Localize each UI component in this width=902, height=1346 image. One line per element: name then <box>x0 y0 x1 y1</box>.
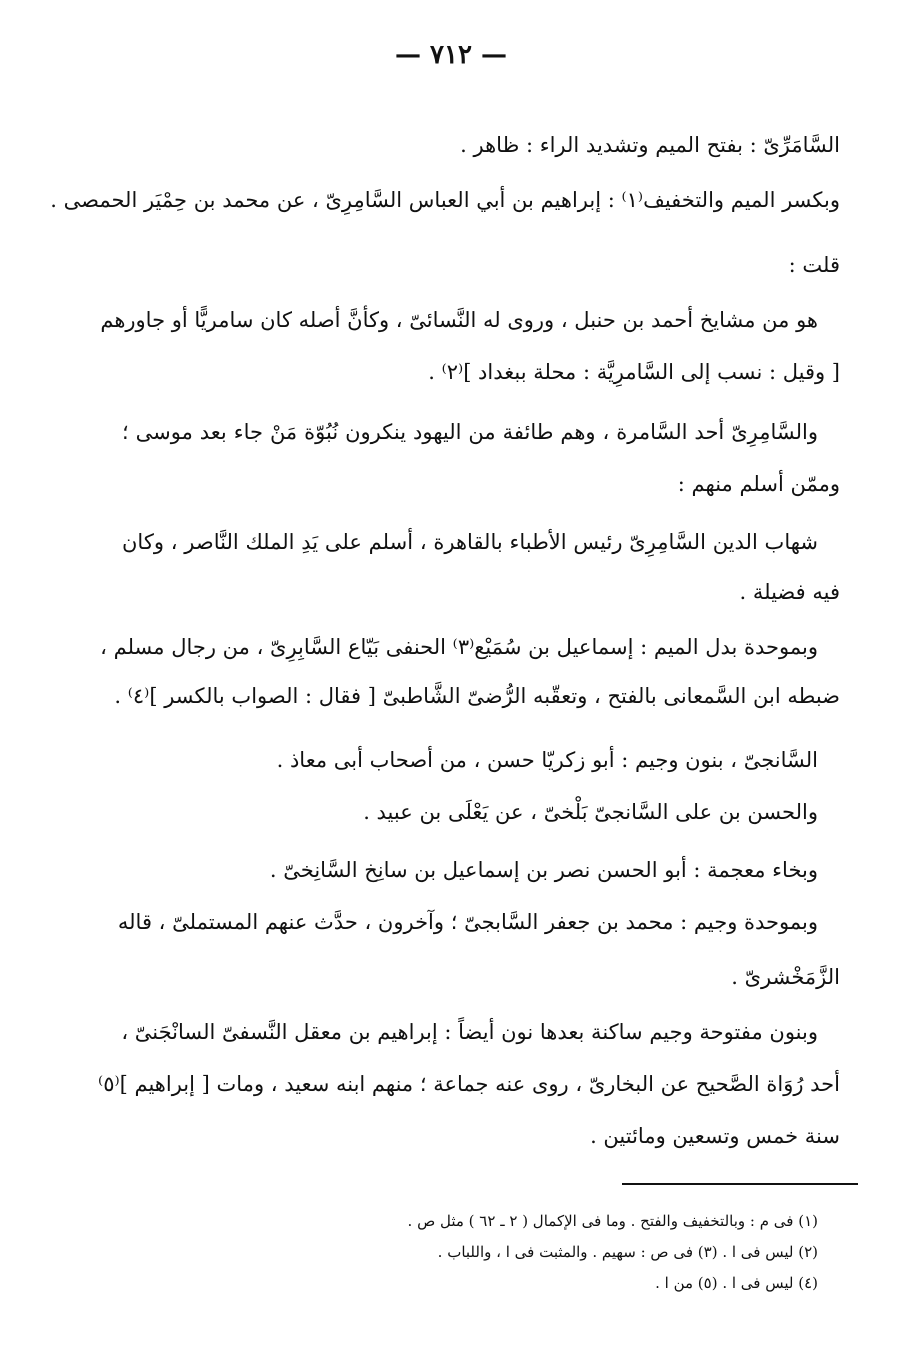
text-line: وبخاء معجمة : أبو الحسن نصر بن إسماعيل بن سانِخ السَّانِخىّ . <box>269 858 818 882</box>
footnote: (٢) ليس فى ا . (٣) فى ص : سهيم . والمثبت فى ا ، واللباب . <box>437 1243 818 1261</box>
footnote: (١) فى م : وبالتخفيف والفتح . وما فى الإكمال ( ٢ ـ ٦٢ ) مثل ص . <box>407 1212 818 1230</box>
text-line: وممّن أسلم منهم : <box>677 472 840 496</box>
text-line: سنة خمس وتسعين ومائتين . <box>590 1124 840 1148</box>
text-line: وبنون مفتوحة وجيم ساكنة بعدها نون أيضاً : إبراهيم بن معقل النَّسفىّ السانْجَنىّ ، <box>121 1020 818 1044</box>
text-line: وبموحدة بدل الميم : إسماعيل بن سُمَيْع⁽٣⁾ الحنفى بَيّاع السَّابِرِىّ ، من رجال مسلم ، <box>100 635 818 659</box>
text-line: وبموحدة وجيم : محمد بن جعفر السَّابجىّ ؛ وآخرون ، حدَّث عنهم المستملىّ ، قاله <box>117 910 818 934</box>
text-line: والحسن بن على السَّانجىّ بَلْخىّ ، عن يَعْلَى بن عبيد . <box>363 800 818 824</box>
footnote-divider <box>622 1183 858 1185</box>
text-line: [ وقيل : نسب إلى السَّامرِيَّة : محلة ببغداد ]⁽٢⁾ . <box>428 360 840 384</box>
text-line: فيه فضيلة . <box>739 580 840 604</box>
page-number: — ٧١٢ — <box>394 40 508 70</box>
text-line: أحد رُوَاة الصَّحيح عن البخارىّ ، روى عنه جماعة ؛ منهم ابنه سعيد ، ومات [ إبراهيم ]⁽٥⁾ <box>98 1072 840 1096</box>
text-line: والسَّامِرِىّ أحد السَّامرة ، وهم طائفة من اليهود ينكرون نُبُوّة مَنْ جاء بعد موسى ؛ <box>122 420 818 444</box>
text-line: وبكسر الميم والتخفيف⁽١⁾ : إبراهيم بن أبي العباس السَّامِرِىّ ، عن محمد بن حِمْيَر الحمصى . <box>50 188 840 212</box>
text-line: قلت : <box>788 253 840 277</box>
text-line: الزَّمَخْشرىّ . <box>731 965 840 989</box>
text-line: السَّانجىّ ، بنون وجيم : أبو زكريّا حسن ، من أصحاب أبى معاذ . <box>276 748 818 772</box>
text-line: ضبطه ابن السَّمعانى بالفتح ، وتعقّبه الرُّضىّ الشَّاطبىّ [ فقال : الصواب بالكسر ]⁽٤⁾ . <box>114 684 840 708</box>
text-line: هو من مشايخ أحمد بن حنبل ، وروى له النَّسائىّ ، وكأنَّ أصله كان سامريًّا أو جاورهم <box>100 308 818 332</box>
text-line: شهاب الدين السَّامِرِىّ رئيس الأطباء بالقاهرة ، أسلم على يَدِ الملك النَّاصر ، وكان <box>122 530 818 554</box>
text-line: السَّامَرِّىّ : بفتح الميم وتشديد الراء : ظاهر . <box>460 133 840 157</box>
footnote: (٤) ليس فى ا . (٥) من ا . <box>655 1274 818 1292</box>
